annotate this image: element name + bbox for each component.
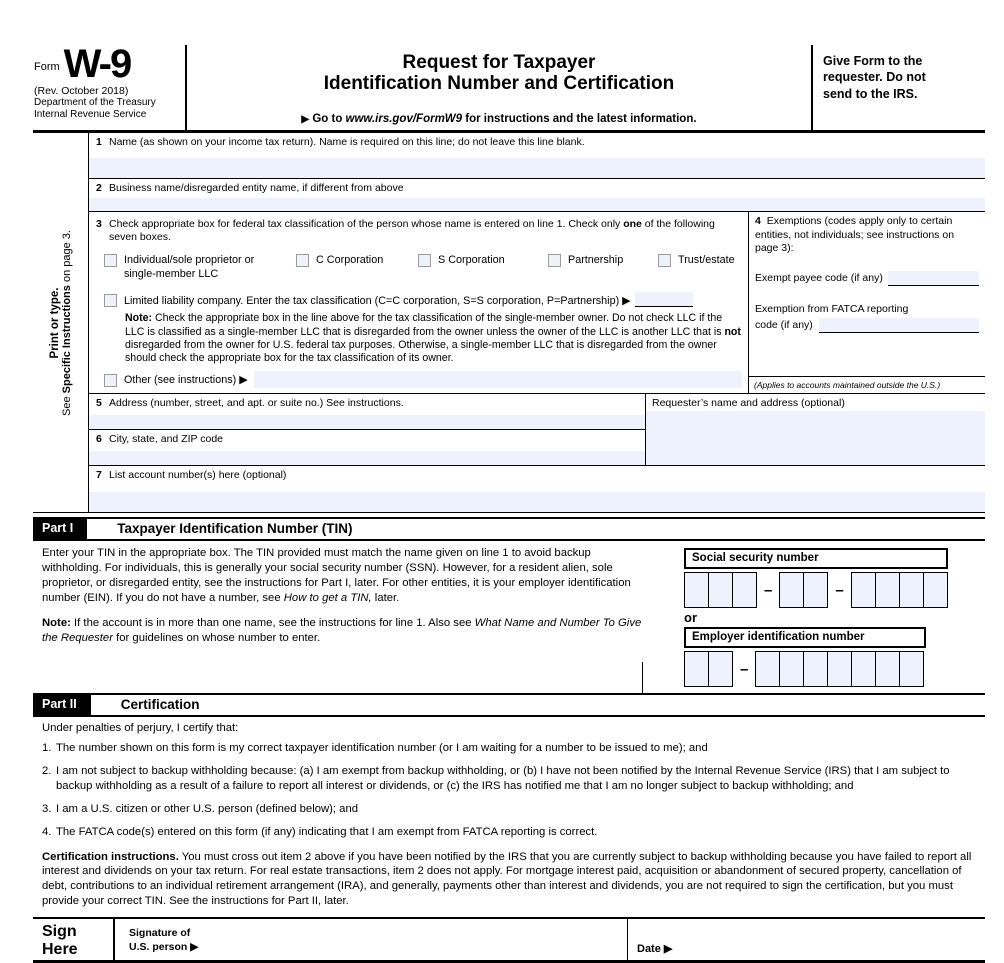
ein-digit-cell[interactable]	[851, 651, 876, 687]
line2-text: Business name/disregarded entity name, if different from above	[109, 182, 404, 194]
llc-row	[96, 292, 745, 307]
ssn-group-3	[851, 572, 948, 608]
other-input[interactable]	[254, 371, 742, 388]
line3-number: 3	[96, 218, 102, 230]
part2-badge: Part II	[33, 695, 91, 715]
c-corporation-label: C Corporation	[316, 254, 384, 267]
fatca-label-line2: code (if any)	[755, 318, 813, 331]
line3-label	[96, 215, 745, 244]
print-or-type-label: Print or type.	[48, 287, 61, 358]
certification-item-4	[42, 825, 985, 840]
fatca-block	[755, 303, 979, 333]
ssn-cells	[684, 572, 985, 608]
ein-digit-cell[interactable]	[827, 651, 852, 687]
llc-checkbox[interactable]	[104, 294, 117, 307]
line5-label	[89, 394, 645, 410]
tin-paragraph: Enter your TIN in the appropriate box. The TIN provided must match the name given on line 1 to avoid backup withholding. For individuals, this is generally your social security number (SSN). However, for a resident alien, sole proprietor, or disregarded entity, see the instructions for Part I, later. For other entities, it is your employer identification number (EIN). If you do not have a number, see How to get a TIN, later.	[42, 547, 631, 605]
form-identity	[33, 42, 185, 130]
line7-label	[89, 466, 985, 482]
ssn-digit-cell[interactable]	[779, 572, 804, 608]
classification-checkbox-row	[96, 253, 745, 281]
ssn-digit-cell[interactable]	[803, 572, 828, 608]
give-form-text: Give Form to the requester. Do not send to the IRS.	[823, 54, 926, 101]
line5-row	[89, 394, 645, 430]
line2-number: 2	[96, 182, 102, 194]
address-column	[89, 394, 646, 465]
certification-instructions: Certification instructions. You must cross out item 2 above if you have been notified by the IRS that you are currently subject to backup withholding because you have failed to report all interest and dividends on your tax return. For real estate transactions, item 2 does not apply. For mortgage interest paid, acquisition or abandonment of secured property, cancellation of debt, contributions to an individual retirement arrangement (IRA), and generally, payments other than interest and dividends, you are not required to sign the certification, but you must provide your correct TIN. See the instructions for Part II, later.	[42, 850, 972, 908]
trust-estate-checkbox[interactable]	[658, 254, 671, 267]
llc-classification-input[interactable]	[635, 292, 693, 307]
left-sidebar	[33, 133, 88, 512]
line1-number: 1	[96, 136, 102, 148]
tin-note-paragraph: Note: If the account is in more than one name, see the instructions for line 1. Also see What Name and Number To Give the Requester for guidelines on whose number to enter.	[42, 617, 642, 645]
line7-number: 7	[96, 469, 102, 481]
line3-line4-row	[89, 212, 985, 394]
ssn-digit-cell[interactable]	[684, 572, 709, 608]
tin-divider-line	[642, 662, 643, 693]
line6-number: 6	[96, 433, 102, 445]
line2-label	[89, 179, 985, 195]
signature-row	[33, 917, 985, 963]
exempt-payee-row	[755, 271, 979, 286]
ein-digit-cell[interactable]	[779, 651, 804, 687]
give-form-block	[813, 45, 985, 130]
fields-column	[88, 133, 985, 512]
part1-header	[33, 517, 985, 541]
ein-digit-cell[interactable]	[899, 651, 924, 687]
line3-text: Check appropriate box for federal tax classification of the person whose name is entered on line 1. Check only one of the following seven boxes.	[109, 218, 715, 244]
checkbox-item-trust	[658, 253, 735, 281]
line6-label	[89, 430, 645, 446]
line6-text: City, state, and ZIP code	[109, 433, 224, 445]
ein-header-box: Employer identification number	[684, 627, 926, 648]
requester-label: Requester’s name and address (optional)	[652, 397, 845, 409]
part2-section	[33, 693, 985, 909]
account-numbers-input[interactable]	[89, 492, 985, 512]
line7-text: List account number(s) here (optional)	[109, 469, 287, 481]
irs-url: www.irs.gov/FormW9	[345, 113, 463, 125]
instruction-post: for instructions and the latest information.	[462, 113, 697, 125]
exempt-payee-label: Exempt payee code (if any)	[755, 272, 883, 285]
form-number: W-9	[63, 42, 131, 86]
ssn-header-box: Social security number	[684, 548, 948, 569]
ssn-dash: –	[764, 581, 773, 599]
part1-badge: Part I	[33, 519, 87, 539]
other-row	[96, 371, 745, 388]
certification-item-3	[42, 802, 985, 817]
address-input[interactable]	[89, 415, 645, 429]
partnership-checkbox[interactable]	[548, 254, 561, 267]
part1-body	[33, 541, 985, 693]
ein-digit-cell[interactable]	[875, 651, 900, 687]
individual-checkbox[interactable]	[104, 254, 117, 267]
part1-instructions	[42, 546, 642, 693]
part2-header	[33, 693, 985, 717]
signature-date-divider	[627, 919, 628, 960]
ssn-digit-cell[interactable]	[923, 572, 948, 608]
item-text: The number shown on this form is my correct taxpayer identification number (or I am waiting for a number to be issued to me); and	[56, 742, 708, 754]
item-text: The FATCA code(s) entered on this form (if any) indicating that I am exempt from FATCA reporting is correct.	[56, 825, 598, 838]
form-instruction-line	[193, 113, 805, 127]
form-title	[193, 52, 805, 95]
ein-group-1	[684, 651, 733, 687]
checkbox-item-c-corp	[296, 253, 418, 281]
form-header	[33, 42, 985, 133]
form-revision: (Rev. October 2018)	[34, 85, 129, 97]
fatca-label-line1: Exemption from FATCA reporting	[755, 302, 909, 315]
line5-line6-row	[89, 394, 985, 466]
sign-here-label: Sign Here	[33, 919, 115, 960]
item-number: 4.	[42, 825, 52, 838]
form-title-line1: Request for Taxpayer	[402, 52, 596, 73]
signature-input[interactable]	[198, 919, 985, 960]
s-corporation-checkbox[interactable]	[418, 254, 431, 267]
form-word: Form	[34, 61, 60, 73]
ein-cells	[684, 651, 985, 687]
form-department: Department of the Treasury	[34, 97, 156, 108]
line2-row	[89, 179, 985, 212]
or-label: or	[684, 610, 697, 625]
name-input[interactable]	[89, 158, 985, 178]
ssn-group-1	[684, 572, 757, 608]
line1-row	[89, 133, 985, 179]
ssn-digit-cell[interactable]	[732, 572, 757, 608]
ssn-digit-cell[interactable]	[899, 572, 924, 608]
ssn-digit-cell[interactable]	[708, 572, 733, 608]
business-name-input[interactable]	[89, 198, 985, 211]
signature-of-label: Signature of U.S. person ▶	[129, 927, 199, 954]
llc-label: Limited liability company. Enter the tax classification (C=C corporation, S=S corporation, P=Partnership) ▶	[124, 295, 631, 308]
individual-label: Individual/sole proprietor or single-member LLC	[124, 254, 255, 281]
city-state-zip-input[interactable]	[89, 451, 645, 465]
exempt-payee-input[interactable]	[888, 271, 979, 286]
partnership-label: Partnership	[568, 254, 624, 267]
ein-digit-cell[interactable]	[708, 651, 733, 687]
part2-title: Certification	[120, 697, 200, 712]
line1-text: Name (as shown on your income tax return). Name is required on this line; do not leave this line blank.	[109, 136, 585, 148]
form-agency: Internal Revenue Service	[34, 109, 147, 121]
item-number: 3.	[42, 802, 52, 815]
see-instructions-label: See Specific Instructions on page 3.	[60, 229, 73, 416]
checkbox-item-individual	[104, 253, 296, 281]
part1-title: Taxpayer Identification Number (TIN)	[117, 521, 353, 536]
line7-row	[89, 466, 985, 512]
date-label: Date ▶	[637, 943, 673, 956]
part1-section	[33, 517, 985, 693]
line4-exemptions	[748, 212, 985, 393]
ssn-digit-cell[interactable]	[875, 572, 900, 608]
tin-entry-column	[642, 546, 985, 693]
certification-item-1	[42, 741, 985, 756]
sidebar-rotated-text	[49, 133, 73, 512]
line5-text: Address (number, street, and apt. or suite no.) See instructions.	[109, 397, 404, 409]
ein-group-2	[755, 651, 924, 687]
ssn-digit-cell[interactable]	[851, 572, 876, 608]
s-corporation-label: S Corporation	[438, 254, 505, 267]
checkbox-item-partnership	[548, 253, 658, 281]
ein-digit-cell[interactable]	[755, 651, 780, 687]
line4-label: 4 Exemptions (codes apply only to certain entities, not individuals; see instructions on page 3):	[755, 215, 955, 255]
item-number: 2.	[42, 764, 52, 777]
llc-note: Note: Check the appropriate box in the line above for the tax classification of the single-member owner. Do not check LLC if the LLC is classified as a single-member LLC that is disregarded from the owner unless the owner of the LLC is another LLC that is not disregarded from the owner for U.S. federal tax purposes. Otherwise, a single-member LLC that is disregarded from the owner should check the appropriate box for the tax classification of its owner.	[125, 312, 741, 365]
ssn-dash: –	[835, 581, 844, 599]
fatca-code-input[interactable]	[819, 318, 979, 333]
right-arrow-icon: ▶	[301, 114, 310, 125]
checkbox-item-s-corp	[418, 253, 548, 281]
ein-dash: –	[740, 660, 749, 678]
requester-box	[646, 394, 985, 465]
line3-classification	[89, 212, 748, 393]
form-title-line2: Identification Number and Certification	[323, 73, 675, 95]
item-number: 1.	[42, 742, 52, 754]
form-container	[33, 42, 985, 963]
line5-number: 5	[96, 397, 102, 409]
fields-block	[33, 133, 985, 513]
item-text: I am a U.S. citizen or other U.S. person (defined below); and	[56, 802, 359, 815]
certification-intro: Under penalties of perjury, I certify that:	[42, 722, 239, 734]
requester-input[interactable]	[646, 411, 985, 465]
certification-item-2	[42, 764, 985, 794]
applies-note: (Applies to accounts maintained outside the U.S.)	[749, 376, 985, 393]
ein-digit-cell[interactable]	[803, 651, 828, 687]
c-corporation-checkbox[interactable]	[296, 254, 309, 267]
ssn-group-2	[779, 572, 828, 608]
ein-digit-cell[interactable]	[684, 651, 709, 687]
line6-row	[89, 430, 645, 465]
line1-label	[89, 133, 985, 149]
instruction-pre: Go to	[312, 113, 346, 125]
item-text: I am not subject to backup withholding because: (a) I am exempt from backup withholding, or (b) I have not been notified by the Internal Revenue Service (IRS) that I am subject to backup withholding as a result of a failure to report all interest or dividends, or (c) the IRS has notified me that I am no longer subject to backup withholding; and	[56, 764, 950, 792]
fatca-row	[755, 318, 979, 333]
trust-estate-label: Trust/estate	[678, 254, 735, 267]
other-label: Other (see instructions) ▶	[124, 374, 248, 386]
form-title-block	[185, 45, 813, 130]
other-checkbox[interactable]	[104, 374, 117, 387]
